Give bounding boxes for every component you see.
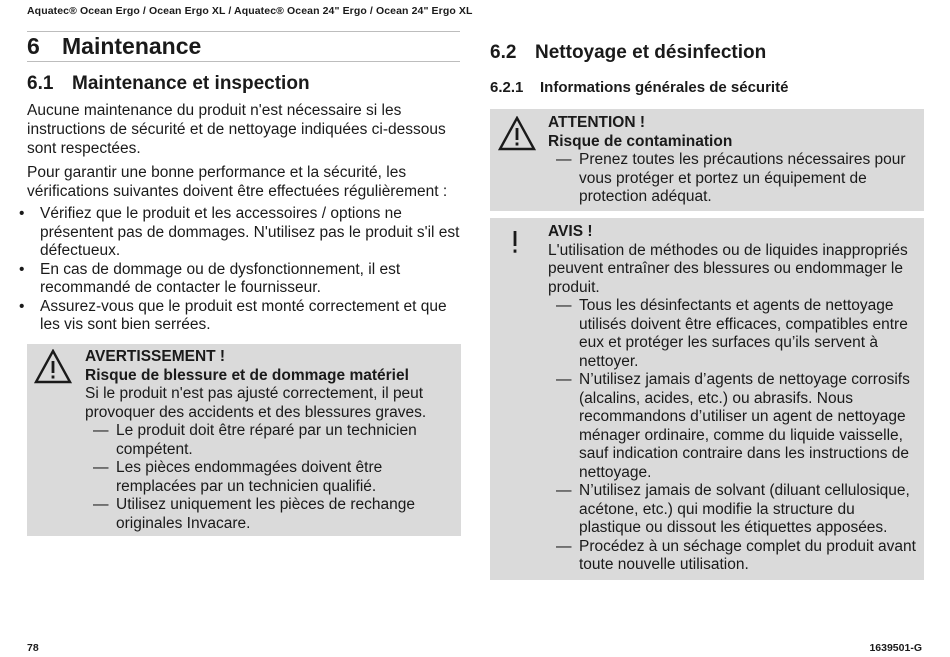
page-number: 78 bbox=[27, 642, 39, 654]
list-item: — Le produit doit être réparé par un technicien compétent. bbox=[85, 422, 457, 459]
section-number: 6 bbox=[27, 33, 40, 59]
exclamation-icon bbox=[510, 230, 520, 260]
section-heading-6-2-1 bbox=[490, 79, 788, 96]
warning-title: AVERTISSEMENT ! bbox=[85, 348, 226, 365]
caution-box bbox=[490, 109, 924, 211]
warning-triangle-icon bbox=[498, 116, 536, 157]
section-number: 6.2 bbox=[490, 42, 517, 63]
list-item: — Prenez toutes les précautions nécessaires pour vous protéger et portez un équipement de protection adéquat. bbox=[548, 151, 920, 207]
warning-content bbox=[85, 348, 457, 533]
list-item: — N’utilisez jamais de solvant (diluant cellulosique, acétone, etc.) qui modifie la structure du plastique ou dissout les étiquettes apposées. bbox=[548, 482, 920, 538]
paragraph: Pour garantir une bonne performance et la sécurité, les vérifications suivantes doivent être effectuées régulièrement : bbox=[27, 164, 448, 200]
section-heading-6 bbox=[27, 33, 201, 60]
list-item: • Assurez-vous que le produit est monté correctement et que les vis sont bien serrées. bbox=[27, 298, 460, 335]
section-number: 6.1 bbox=[27, 73, 54, 94]
warning-subtitle: Risque de blessure et de dommage matériel bbox=[85, 366, 409, 384]
section-title: Nettoyage et désinfection bbox=[535, 42, 767, 63]
notice-content bbox=[548, 223, 920, 575]
list-item: — Procédez à un séchage complet du produit avant toute nouvelle utilisation. bbox=[548, 538, 920, 575]
list-item: • En cas de dommage ou de dysfonctionnement, il est recommandé de contacter le fournisseur. bbox=[27, 261, 460, 298]
notice-title: AVIS ! bbox=[548, 223, 593, 240]
caution-content bbox=[548, 114, 920, 207]
section-divider bbox=[27, 61, 460, 62]
warning-box bbox=[27, 344, 461, 536]
caution-subtitle: Risque de contamination bbox=[548, 132, 733, 150]
section-title: Maintenance bbox=[62, 33, 202, 59]
section-number: 6.2.1 bbox=[490, 79, 524, 96]
caution-list bbox=[548, 151, 920, 207]
section-heading-6-1 bbox=[27, 73, 310, 95]
list-item: — Tous les désinfectants et agents de nettoyage utilisés doivent être efficaces, compatibles entre eux et protéger les surfaces qu’ils servent à nettoyer. bbox=[548, 297, 920, 371]
notice-text: L'utilisation de méthodes ou de liquides inappropriés peuvent entraîner des blessures ou endommager le produit. bbox=[548, 241, 908, 296]
caution-title: ATTENTION ! bbox=[548, 114, 646, 131]
inspection-list bbox=[27, 205, 460, 335]
list-item: — N’utilisez jamais d’agents de nettoyage corrosifs (alcalins, acides, etc.) ou abrasifs. Nous recommandons d’utiliser un agent de nettoyage ménager ordinaire, comme du liquide vaisselle, sauf indication contraire dans les instructions de nettoyage. bbox=[548, 371, 920, 482]
warning-text: Si le produit n'est pas ajusté correctement, il peut provoquer des accidents et des blessures graves. bbox=[85, 385, 427, 421]
warning-list bbox=[85, 422, 457, 533]
notice-list bbox=[548, 297, 920, 575]
header-divider bbox=[27, 31, 460, 32]
section-title: Maintenance et inspection bbox=[72, 73, 310, 94]
notice-box bbox=[490, 218, 924, 580]
section-title: Informations générales de sécurité bbox=[540, 79, 789, 96]
document-code: 1639501-G bbox=[869, 642, 922, 654]
list-item: — Utilisez uniquement les pièces de rechange originales Invacare. bbox=[85, 496, 457, 533]
list-item: • Vérifiez que le produit et les accessoires / options ne présentent pas de dommages. N'utilisez pas le produit s'il est défectueux. bbox=[27, 205, 460, 261]
list-item: — Les pièces endommagées doivent être remplacées par un technicien qualifié. bbox=[85, 459, 457, 496]
section-heading-6-2 bbox=[490, 42, 766, 64]
paragraph: Aucune maintenance du produit n'est nécessaire si les instructions de sécurité et de nettoyage indiquées ci-dessous sont respectées. bbox=[27, 102, 446, 157]
warning-triangle-icon bbox=[34, 349, 72, 390]
running-header: Aquatec® Ocean Ergo / Ocean Ergo XL / Aquatec® Ocean 24" Ergo / Ocean 24" Ergo XL bbox=[27, 5, 473, 17]
